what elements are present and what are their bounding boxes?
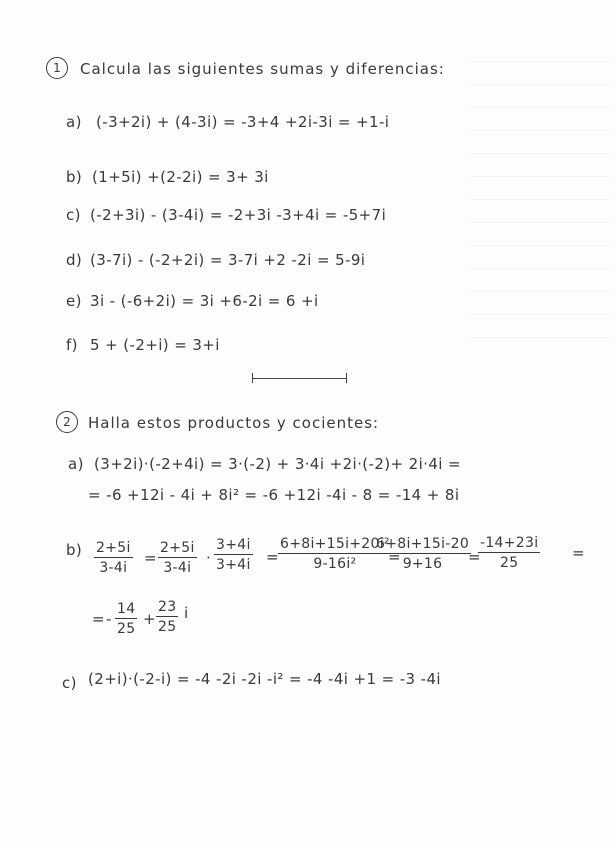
- plus-sign: +: [143, 610, 156, 628]
- equals-6: =: [92, 610, 105, 628]
- fraction-3: [214, 537, 253, 573]
- imaginary-unit: i: [184, 604, 189, 622]
- fraction-8: [156, 599, 178, 635]
- item-1a-expr: (-3+2i) + (4-3i) = -3+4 +2i-3i = +1-i: [96, 113, 390, 131]
- equals-5: =: [572, 544, 585, 562]
- fraction-1: [94, 540, 133, 576]
- minus-sign: -: [106, 610, 112, 628]
- item-1d-label: d): [66, 251, 83, 269]
- item-1c-expr: (-2+3i) - (3-4i) = -2+3i -3+4i = -5+7i: [90, 206, 387, 224]
- fraction-5-denominator: 9+16: [402, 556, 443, 572]
- multiply-dot: ·: [206, 549, 211, 567]
- fraction-1-numerator: 2+5i: [96, 540, 131, 556]
- divider-tick-right: [346, 373, 347, 383]
- fraction-2: [158, 540, 197, 576]
- item-2a-line1: (3+2i)·(-2+4i) = 3·(-2) + 3·4i +2i·(-2)+ 2i·4i =: [94, 455, 461, 473]
- item-2c-expr: (2+i)·(-2-i) = -4 -2i -2i -i² = -4 -4i +1 = -3 -4i: [88, 670, 441, 688]
- item-1d-expr: (3-7i) - (-2+2i) = 3-7i +2 -2i = 5-9i: [90, 251, 366, 269]
- item-1c-label: c): [66, 206, 81, 224]
- fraction-6: [478, 535, 540, 571]
- fraction-2-numerator: 2+5i: [160, 540, 195, 556]
- item-2a-line2: = -6 +12i - 4i + 8i² = -6 +12i -4i - 8 = -14 + 8i: [88, 486, 460, 504]
- fraction-6-denominator: 25: [499, 555, 519, 571]
- item-1f-label: f): [66, 336, 78, 354]
- item-1e-expr: 3i - (-6+2i) = 3i +6-2i = 6 +i: [90, 292, 319, 310]
- equals-4: =: [468, 548, 481, 566]
- item-1e-label: e): [66, 292, 82, 310]
- section-1-number: 1: [46, 57, 68, 79]
- fraction-7-denominator: 25: [117, 621, 136, 637]
- item-2c-label: c): [62, 674, 77, 692]
- section-2-title: Halla estos productos y cocientes:: [88, 414, 380, 432]
- fraction-3-denominator: 3+4i: [216, 557, 251, 573]
- fraction-5: [374, 536, 471, 572]
- bleed-through-shadow: [470, 40, 610, 360]
- divider-line: [252, 378, 347, 379]
- fraction-8-denominator: 25: [158, 619, 177, 635]
- item-2b-label: b): [66, 541, 83, 559]
- equals-3: =: [388, 548, 401, 566]
- fraction-1-denominator: 3-4i: [99, 560, 128, 576]
- fraction-4-denominator: 9-16i²: [313, 556, 357, 572]
- fraction-8-numerator: 23: [158, 599, 177, 615]
- section-2-number: 2: [56, 411, 78, 433]
- fraction-4-numerator: 6+8i+15i+20i²: [280, 536, 390, 552]
- fraction-2-denominator: 3-4i: [163, 560, 192, 576]
- fraction-7: [115, 601, 137, 637]
- item-1f-expr: 5 + (-2+i) = 3+i: [90, 336, 220, 354]
- fraction-7-numerator: 14: [117, 601, 136, 617]
- item-1b-expr: (1+5i) +(2-2i) = 3+ 3i: [92, 168, 269, 186]
- equals-2: =: [266, 548, 279, 566]
- item-2a-label: a): [68, 455, 84, 473]
- item-1a-label: a): [66, 113, 82, 131]
- item-1b-label: b): [66, 168, 83, 186]
- equals-1: =: [144, 549, 157, 567]
- section-divider: [252, 373, 347, 383]
- fraction-3-numerator: 3+4i: [216, 537, 251, 553]
- section-1-title: Calcula las siguientes sumas y diferencias:: [80, 60, 445, 78]
- fraction-5-numerator: 6+8i+15i-20: [376, 536, 470, 552]
- fraction-6-numerator: -14+23i: [480, 535, 539, 551]
